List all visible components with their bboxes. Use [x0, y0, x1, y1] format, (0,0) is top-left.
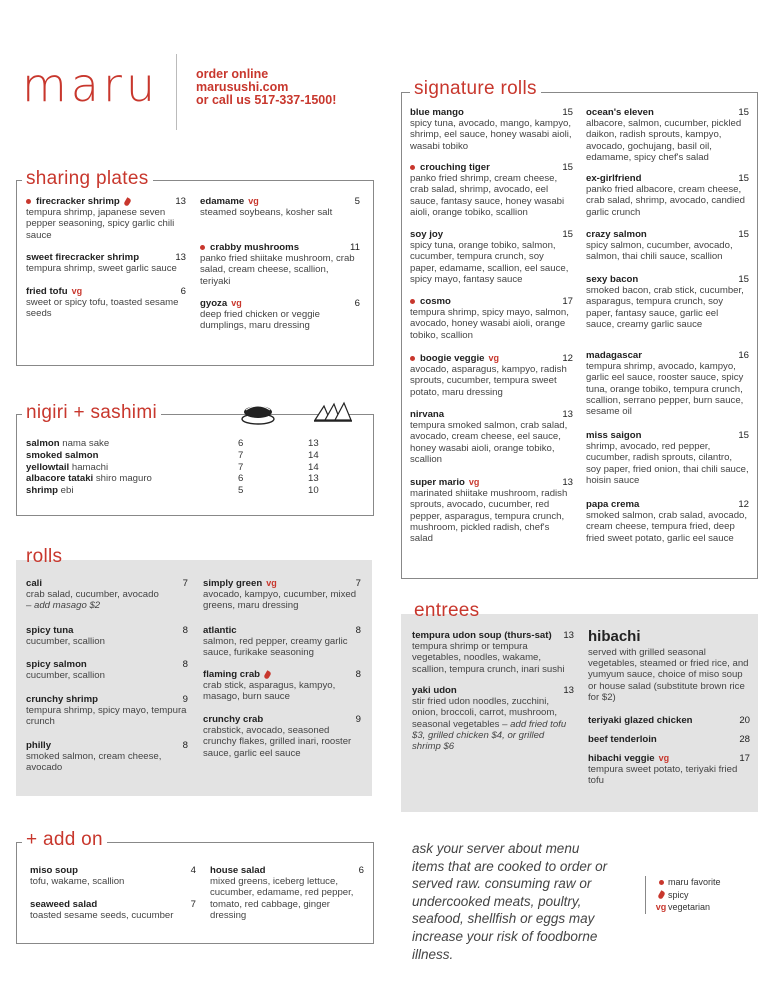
menu-item: crazy salmon 15 spicy salmon, cucumber, avocado, salmon, thai chili sauce, scallion [586, 229, 749, 263]
nigiri-table [26, 438, 346, 497]
menu-item: teriyaki glazed chicken 20 [588, 715, 750, 726]
legend-item: maru favorite [654, 876, 721, 889]
menu-item: sweet firecracker shrimp 13 tempura shrimp, sweet garlic sauce [26, 252, 186, 275]
favorite-dot-icon [200, 245, 205, 250]
menu-item: yaki udon 13 stir fried udon noodles, zucchini, onion, broccoli, carrot, mushroom, seasonal vegetables – add fried tofu $3, grilled chicken $4, or grilled shrimp $6 [412, 685, 574, 753]
nigiri-row: salmon nama sake 6 13 [26, 438, 319, 449]
sharing-plates-title: sharing plates [22, 168, 153, 190]
menu-item: miss saigon 15 shrimp, avocado, red pepper, cucumber, radish sprouts, cilantro, soy paper, fried onion, thai chili sauce, hoisin sauce [586, 430, 749, 486]
favorite-dot-icon [410, 299, 415, 304]
vegetarian-icon: vg [248, 196, 259, 206]
contact-info [196, 68, 336, 107]
menu-item: hibachi veggie vg 17 tempura sweet potato, teriyaki fried tofu [588, 753, 750, 787]
logo: maru [22, 58, 160, 112]
nigiri-row: smoked salmon 7 14 [26, 449, 319, 461]
menu-item: sexy bacon 15 smoked bacon, crab stick, cucumber, asparagus, tempura crunch, soy paper, fantasy sauce, garlic eel sauce, creamy garlic sauce [586, 274, 749, 330]
favorite-dot-icon [410, 356, 415, 361]
menu-item: fried tofu vg 6 sweet or spicy tofu, toasted sesame seeds [26, 286, 186, 320]
signature-rolls-title: signature rolls [410, 78, 541, 100]
spicy-pepper-icon [263, 670, 271, 679]
dot-icon [659, 880, 664, 885]
menu-item: ocean's eleven 15 albacore, salmon, cucumber, pickled daikon, radish sprouts, kampyo, avocado, gochujang, basil oil, edamame, spicy chef's salad [586, 107, 749, 163]
menu-item: boogie veggie vg 12 avocado, asparagus, kampyo, radish sprouts, cucumber, tempura sweet potato, maru dressing [410, 353, 573, 398]
menu-item: cosmo 17 tempura shrimp, spicy mayo, salmon, avocado, honey wasabi aioli, orange tobiko, scallion [410, 296, 573, 341]
menu-item: edamame vg 5 steamed soybeans, kosher salt [200, 196, 360, 219]
menu-item: gyoza vg 6 deep fried chicken or veggie dumplings, maru dressing [200, 298, 360, 332]
phone-text: or call us 517-337-1500! [196, 93, 337, 107]
legend-item: vg vegetarian [655, 902, 711, 912]
menu-item: beef tenderloin 28 [588, 734, 750, 745]
vegetarian-icon: vg [266, 578, 277, 588]
add-on-title: + add on [22, 829, 107, 851]
vegetarian-icon: vg [71, 286, 83, 296]
menu-item: atlantic 8 salmon, red pepper, creamy garlic sauce, furikake seasoning [203, 625, 361, 659]
menu-item: spicy salmon 8 cucumber, scallion [26, 659, 188, 682]
menu-item: miso soup 4 tofu, wakame, scallion [30, 865, 196, 888]
entrees-title: entrees [414, 600, 480, 621]
vegetarian-icon: vg [488, 353, 500, 363]
nigiri-icon [240, 400, 276, 426]
menu-item: blue mango 15 spicy tuna, avocado, mango, kampyo, shrimp, eel sauce, honey wasabi aioli, wasabi tobiko [410, 107, 573, 152]
nigiri-row: albacore tataki shiro maguro 6 13 [26, 473, 319, 485]
hibachi-title: hibachi [588, 628, 641, 645]
nigiri-row: yellowtail hamachi 7 14 [26, 461, 319, 473]
pepper-icon [657, 890, 665, 899]
vegetarian-icon: vg [658, 753, 670, 763]
menu-item: crouching tiger 15 panko fried shrimp, cream cheese, crab salad, shrimp, avocado, eel sauce, fantasy sauce, honey wasabi aioli, orange tobiko, scallion [410, 162, 573, 218]
menu-item: philly 8 smoked salmon, cream cheese, avocado [26, 740, 188, 774]
legend [645, 876, 721, 914]
menu-item: simply green vg 7 avocado, kampyo, cucumber, mixed greens, maru dressing [203, 578, 361, 612]
favorite-dot-icon [26, 199, 31, 204]
menu-item: soy joy 15 spicy tuna, orange tobiko, salmon, cucumber, tempura crunch, soy paper, edamame, scallion, eel sauce, spicy mayo, fantasy sauce [410, 229, 573, 285]
hibachi-description: served with grilled seasonal vegetables, steamed or fried rice, and yumyum sauce, choice of miso soup or house salad (substitute brown rice for $2) [588, 647, 749, 703]
rolls-title: rolls [26, 546, 63, 567]
menu-item: madagascar 16 tempura shrimp, avocado, kampyo, garlic eel sauce, rooster sauce, spicy tuna, orange tobiko, tempura crunch, scallion, serrano pepper, burn sauce, sesame oil [586, 350, 749, 418]
menu-item: crunchy shrimp 9 tempura shrimp, spicy mayo, tempura crunch [26, 694, 188, 728]
menu-item: house salad 6 mixed greens, iceberg lettuce, cucumber, edamame, red pepper, tomato, red cabbage, ginger dressing [210, 865, 364, 921]
menu-item: flaming crab 8 crab stick, asparagus, kampyo, masago, burn sauce [203, 669, 361, 703]
menu-item: papa crema 12 smoked salmon, crab salad, avocado, cream cheese, tempura fried, deep fried sweet potato, garlic eel sauce [586, 499, 749, 544]
favorite-dot-icon [410, 165, 415, 170]
vegetarian-icon: vg [468, 477, 480, 487]
spicy-pepper-icon [123, 197, 131, 206]
legend-item: spicy [654, 889, 721, 902]
menu-item: tempura udon soup (thurs-sat) 13 tempura shrimp or tempura vegetables, noodles, wakame, scallion, tempura crunch, inari sushi [412, 630, 574, 675]
menu-item: crunchy crab 9 crabstick, avocado, seasoned crunchy flakes, grilled inari, rooster sauce, garlic eel sauce [203, 714, 361, 759]
menu-item: super mario vg 13 marinated shiitake mushroom, radish sprouts, avocado, cucumber, red pepper, asparagus, tempura crunch, mushroom, pickled radish, chef's salad [410, 477, 573, 545]
menu-item: spicy tuna 8 cucumber, scallion [26, 625, 188, 648]
raw-food-disclaimer: ask your server about menu items that are cooked to order or served raw. consuming raw or undercooked meats, poultry, seafood, shellfish or eggs may increase your risk of foodborne illness. [412, 841, 608, 962]
website-link[interactable]: marusushi.com [196, 80, 289, 94]
menu-item: firecracker shrimp 13 tempura shrimp, japanese seven pepper seasoning, spicy garlic chili sauce [26, 196, 186, 241]
menu-item: crabby mushrooms 11 panko fried shiitake mushroom, crab salad, cream cheese, scallion, teriyaki [200, 242, 360, 287]
nigiri-row: shrimp ebi 5 10 [26, 485, 319, 497]
menu-item: cali 7 crab salad, cucumber, avocado – add masago $2 [26, 578, 188, 612]
vegetarian-icon: vg [231, 298, 242, 308]
menu-item: ex-girlfriend 15 panko fried albacore, cream cheese, crab salad, shrimp, avocado, candied garlic crunch [586, 173, 749, 218]
vg-icon: vg [655, 902, 667, 912]
nigiri-title: nigiri + sashimi [22, 402, 161, 424]
order-online-text: order online [196, 67, 269, 81]
menu-item: nirvana 13 tempura smoked salmon, crab salad, avocado, cream cheese, eel sauce, honey wasabi aioli, orange tobiko, scallion [410, 409, 573, 465]
header-divider [176, 54, 177, 130]
sashimi-icon [312, 398, 354, 426]
menu-item: seaweed salad 7 toasted sesame seeds, cucumber [30, 899, 196, 922]
